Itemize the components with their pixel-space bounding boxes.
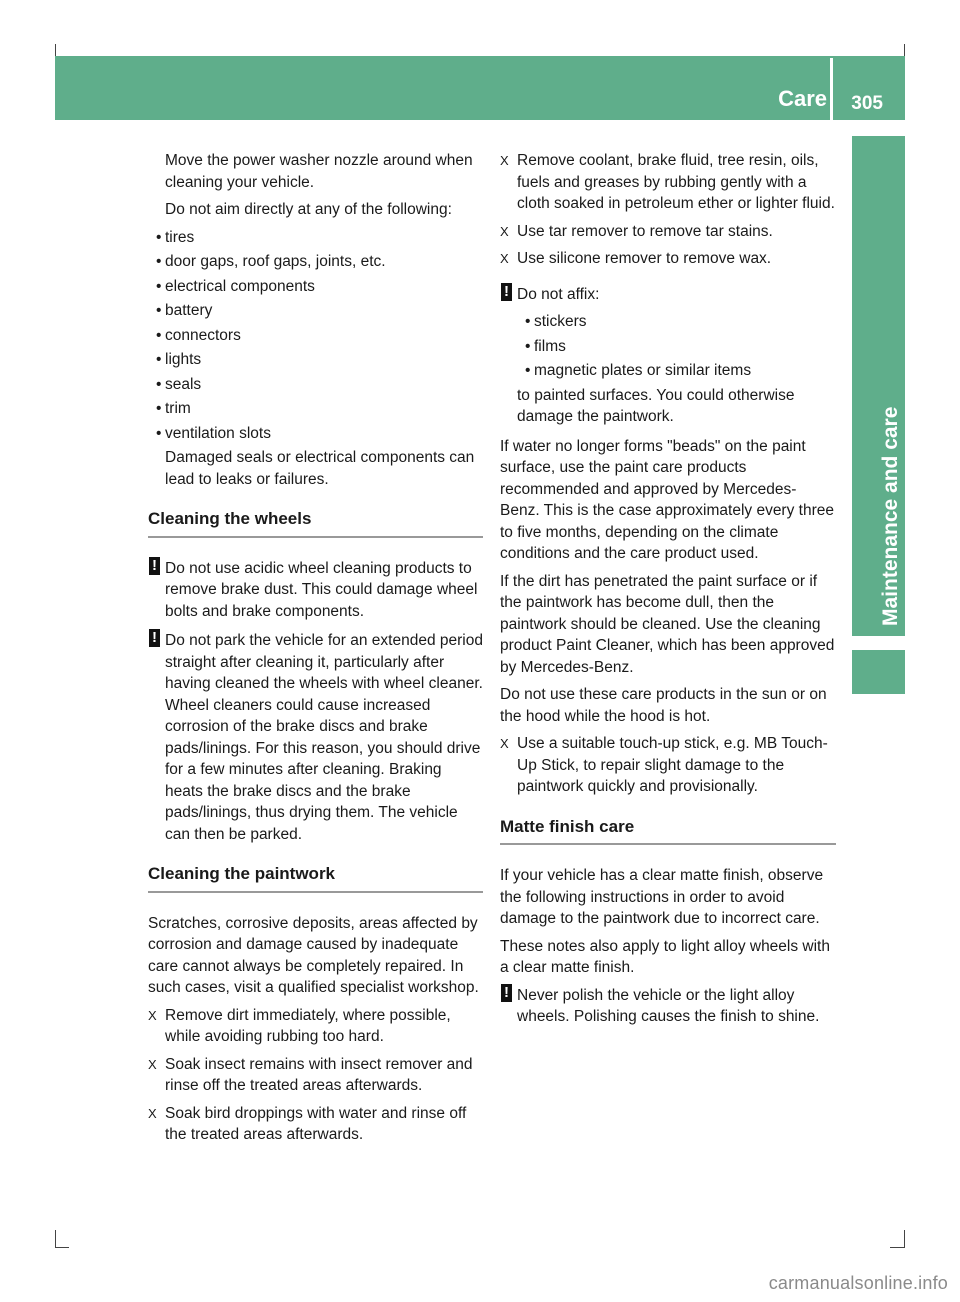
warning-icon: ! [501,984,512,1002]
warning-note [148,558,483,623]
list-item: • tires [148,227,483,249]
warning-text: Do not affix: [517,285,600,303]
section-heading: Cleaning the paintwork [148,863,483,893]
chapter-tab [852,136,905,636]
right-column [500,150,836,1036]
instruction-step [500,221,836,243]
page-number: 305 [851,93,883,114]
step-text: Remove coolant, brake fluid, tree resin, oils, fuels and greases by rubbing gently with a cloth soaked in petroleum ether or lighter fluid. [517,152,835,212]
crop-mark [55,1230,56,1248]
list-item: • stickers [517,311,836,333]
step-arrow-icon: X [500,223,509,239]
section-heading: Matte finish care [500,816,836,846]
step-arrow-icon: X [148,1007,157,1023]
paragraph: These notes also apply to light alloy wheels with a clear matte finish. [500,937,830,976]
paragraph: Damaged seals or electrical components can lead to leaks or failures. [165,449,475,488]
warning-text: Never polish the vehicle or the light alloy wheels. Polishing causes the finish to shine. [517,986,820,1025]
crop-mark [55,1247,69,1248]
step-text: Soak insect remains with insect remover and rinse off the treated areas afterwards. [165,1055,473,1094]
paragraph: Scratches, corrosive deposits, areas affected by corrosion and damage caused by inadequate care cannot always be completely repaired. In such cases, visit a qualified specialist workshop. [148,914,479,996]
paragraph: If water no longer forms "beads" on the paint surface, use the paint care products recommended and approved by Mercedes-Benz. This is the case approximately every three to five months, depending on the climate conditions and the care product used. [500,437,834,562]
step-arrow-icon: X [500,736,509,751]
list-item: • connectors [148,325,483,347]
step-text: Use a suitable touch-up stick, e.g. MB Touch-Up Stick, to repair slight damage to the paintwork quickly and provisionally. [517,735,828,795]
instruction-step [148,1054,483,1097]
step-arrow-icon: X [500,153,509,168]
list-item: • battery [148,300,483,322]
paragraph: If the dirt has penetrated the paint surface or if the paintwork has become dull, then the paintwork should be cleaned. Use the cleaning product Paint Cleaner, which has been approved by Mercedes-Benz. [500,572,835,676]
list-item: • ventilation slots [148,423,483,445]
crop-mark [890,1247,904,1248]
warning-text: to painted surfaces. You could otherwise damage the paintwork. [517,386,795,425]
instruction-step [148,1005,483,1048]
step-text: Remove dirt immediately, where possible, while avoiding rubbing too hard. [165,1006,451,1045]
crop-mark [904,1230,905,1248]
instruction-step [148,1103,483,1146]
list-item: • seals [148,374,483,396]
list-item: • trim [148,398,483,420]
warning-icon: ! [149,629,160,647]
list-item: • magnetic plates or similar items [517,360,836,382]
section-heading: Cleaning the wheels [148,508,483,538]
list-item: • electrical components [148,276,483,298]
warning-icon: ! [501,283,512,301]
step-arrow-icon: X [148,1105,157,1121]
step-arrow-icon: X [500,251,509,266]
chapter-marker [852,650,905,694]
paragraph: Do not use these care products in the sun or on the hood while the hood is hot. [500,686,827,725]
header-bar [55,56,905,120]
crop-mark [904,44,905,56]
warning-note [148,630,483,845]
crop-mark [55,44,56,56]
header-divider [830,58,833,120]
step-arrow-icon: X [148,1056,157,1072]
warning-text: Do not use acidic wheel cleaning products to remove brake dust. This could damage wheel bolts and brake components. [165,559,478,620]
instruction-step [500,248,836,270]
chapter-label: Maintenance and care [879,406,902,626]
step-text: Use tar remover to remove tar stains. [517,222,773,240]
paragraph: If your vehicle has a clear matte finish, observe the following instructions in order to avoid damage to the paintwork due to incorrect care. [500,867,824,927]
paragraph: Move the power washer nozzle around when cleaning your vehicle. [165,152,473,191]
warning-note [500,985,836,1028]
list-item: • films [517,336,836,358]
instruction-step [500,150,836,215]
list-item: • door gaps, roof gaps, joints, etc. [148,251,483,273]
warning-icon: ! [149,557,160,575]
footer-url: carmanualsonline.info [768,1273,948,1293]
warning-text: Do not park the vehicle for an extended period straight after cleaning it, particularly after having cleaned the wheels with wheel cleaner. Wheel cleaners could cause increased corrosion of the brake discs and brake pads/linings. For this reason, you should drive for a few minutes after cleaning. Braking heats the brake discs and the brake pads/linings, thus drying them. The vehicle can then be parked. [165,632,483,843]
instruction-step [500,733,836,798]
step-text: Use silicone remover to remove wax. [517,250,772,267]
warning-note [500,284,836,428]
list-item: • lights [148,349,483,371]
section-title: Care [778,86,827,111]
paragraph: Do not aim directly at any of the following: [165,201,452,218]
left-column [148,150,483,1152]
step-text: Soak bird droppings with water and rinse off the treated areas afterwards. [165,1104,467,1143]
